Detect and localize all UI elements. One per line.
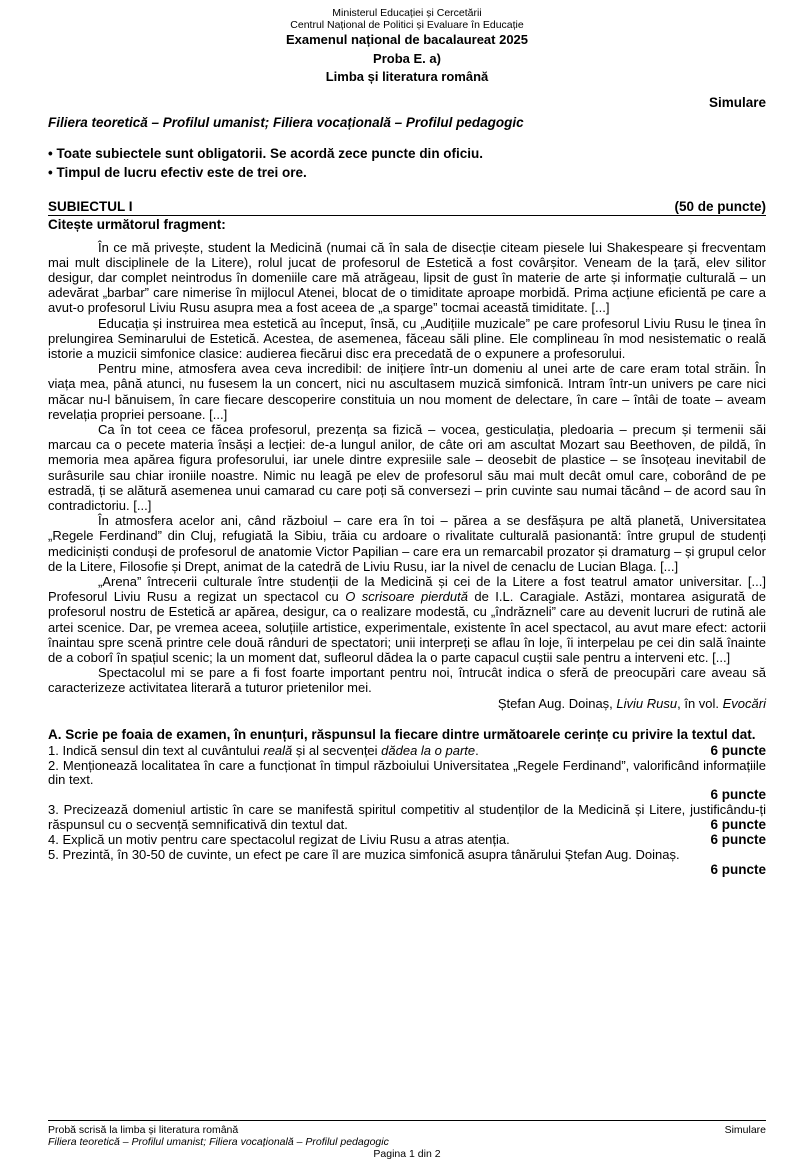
section-title: SUBIECTUL I: [48, 198, 133, 214]
paragraph: În ce mă privește, student la Medicină (numai că în sala de disecție citeam piesele lui Shakespeare și frecventam mai mult disciplinele de la Litere), rolul jucat de profesorul de Estetică a fost covârșitor. Veneam de la țară, elev silitor desigur, dar complet neintrodus în domeniile care mă atrăgeau, lipsit de gust în materie de arte și informație culturală – un adevărat „barbar” care nimerise în mijlocul Atenei, blocat de o timiditate aproape morbidă. Prima acțiune eficientă pe care a avut-o profesorul Liviu Rusu asupra mea a fost aceea de „a sparge” tocmai această timiditate. [...]: [48, 239, 766, 316]
footer-right: Simulare: [724, 1124, 766, 1136]
requirement-item: 1. Indică sensul din text al cuvântului reală și al secvenței dădea la o parte. 6 puncte: [48, 742, 766, 758]
page-footer: [48, 1120, 766, 1160]
paragraph: [48, 574, 766, 665]
footer-left: Probă scrisă la limba și literatura română: [48, 1124, 239, 1136]
part-a-instruction: A. Scrie pe foaia de examen, în enunțuri, răspunsul la fiecare dintre următoarele cerințe cu privire la textul dat.: [48, 726, 756, 742]
paragraph-text: „Arena” întrecerii culturale între studenții de la Medicină și cei de la Litere a fost teatrul amator universitar. [...] Profesorul Liviu Rusu a regizat un spectacol cu: [48, 573, 766, 605]
rule-item: • Toate subiectele sunt obligatorii. Se acordă zece puncte din oficiu.: [48, 145, 484, 161]
item-points: 6 puncte: [704, 833, 766, 848]
requirements-list: [48, 744, 766, 878]
item-points: 6 puncte: [704, 818, 766, 833]
source-citation: Ștefan Aug. Doinaș, Liviu Rusu, în vol. Evocări: [497, 695, 766, 711]
text-fragment: [48, 240, 766, 712]
exam-title: Examenul național de bacalaureat 2025: [285, 32, 529, 47]
paragraph: Ca în tot ceea ce făcea profesorul, prezența sa fizică – vocea, gesticulația, pledoaria – precum și termenii săi marcau ca o pecete materia însăși a lecției: de-a lungul anilor, de câte ori am ascultat Mozart sau Beethoven, de pildă, în memoria mea apărea figura profesorului, iar unele dintre expresiile sale – deosebit de plastice – se însoțeau inevitabil de surâsurile sau chiar ironiile noastre. Nimic nu leagă pe elev de profesorul său mai mult decât omul care, coborând de pe estradă, ți se alătură asemenea unui camarad cu care poți să conversezi – prin cuvinte sau numai tăcând – de acord sau în contradictoriu. [...]: [48, 421, 766, 513]
subject-title: Limba și literatura română: [325, 69, 489, 84]
rule-item: • Timpul de lucru efectiv este de trei ore.: [48, 164, 307, 180]
paragraph-text: de I.L. Caragiale. Astăzi, montarea asigurată de profesorul nostru de Estetică ar apărea, desigur, ca o realizare modestă, cu „îndrăzneli” care au devenit lucruri de rutină ale artei scenice. Dar, pe vremea aceea, soluțiile artistice, experimentale, existente în acel spectacol, au avut mare efect: actorii înaintau spre scenă printre cele două rânduri de spectatori; unii interpreți se aflau în loje, îi interpelau pe cei din sală înainte de a coborî în spațiul scenic; la un moment dat, sufleorul dădea la o parte capacul cuștii sale pentru a interveni etc. [...]: [48, 589, 766, 665]
paragraph: În atmosfera acelor ani, când războiul – care era în toi – părea a se desfășura pe altă planetă, Universitatea „Regele Ferdinand” din Cluj, refugiată la Sibiu, trăia cu ardoare o rivalitate culturală pasionantă: între grupul de studenți mediciniști conduși de profesorul de anatomie Victor Papilian – care era un remarcabil prozator și dramaturg – și grupul celor de la Litere, Filosofie și Drept, animat de la catedră de Liviu Rusu, iar la nivel de cenaclu de Lucian Blaga. [...]: [48, 513, 766, 574]
requirement-item: 2. Menționează localitatea în care a funcționat în timpul războiului Universitatea „Regele Ferdinand”, valorificând informațiile din text. 6 puncte: [48, 757, 766, 803]
general-rules: [48, 144, 766, 182]
paragraph: Educația și instruirea mea estetică au început, însă, cu „Audițiile muzicale” pe care profesorul Liviu Rusu le ținea în prelungirea Seminarului de Estetică. Acestea, de asemenea, făceau săli pline. Ele complineau în mod nesistematic o reală istorie a muzicii simfonice clasice: audierea fiecărui disc era precedată de o expunere a profesorului.: [48, 315, 766, 361]
simulare-label: Simulare: [708, 94, 766, 110]
play-title: O scrisoare pierdută: [345, 589, 468, 605]
filiera-line: Filiera teoretică – Profilul umanist; Filiera vocațională – Profilul pedagogic: [48, 114, 524, 130]
proba-title: Proba E. a): [373, 50, 441, 66]
center-name: Centrul Național de Politici și Evaluare în Educație: [290, 19, 524, 31]
requirement-item: 5. Prezintă, în 30-50 de cuvinte, un efect pe care îl are muzica simfonică asupra tânărului Ștefan Aug. Doinaș. 6 puncte: [48, 846, 766, 877]
item-points: 6 puncte: [48, 863, 766, 878]
requirement-item: 4. Explică un motiv pentru care spectacolul regizat de Liviu Rusu a atras atenția. 6 puncte: [48, 832, 766, 848]
paragraph: Spectacolul mi se pare a fi fost foarte important pentru noi, întrucât indica o sferă de preocupări care aveau să caracterizeze activitatea literară a tuturor prietenilor mei.: [48, 665, 766, 696]
exam-page: [48, 0, 766, 1169]
paragraph: Pentru mine, atmosfera avea ceva incredibil: de inițiere într-un domeniu al unei arte de care eram total străin. În viața mea, până atunci, nu fusesem la un concert, nici nu ascultasem muzică simfonică. Intram într-un univers pe care nici măcar nu-l bănuisem, în care fiecare descoperire constituia un nou moment de delectare, în care – întâi de toate – aveam revelația propriei persoane. [...]: [48, 361, 766, 422]
page-number: Pagina 1 din 2: [373, 1148, 441, 1160]
section-header: [48, 198, 766, 216]
section-points: (50 de puncte): [674, 198, 766, 214]
item-points: 6 puncte: [48, 788, 766, 803]
requirement-item: 3. Precizează domeniul artistic în care se manifestă spiritul competitiv al studenților de la Medicină și Litere, justificându-ți răspunsul cu o secvență semnificativă din textul dat. 6 puncte: [48, 802, 766, 833]
document-header: [48, 0, 766, 87]
item-points: 6 puncte: [704, 744, 766, 759]
footer-filiera: Filiera teoretică – Profilul umanist; Filiera vocațională – Profilul pedagogic: [48, 1136, 389, 1148]
ministry-name: Ministerul Educației și Cercetării: [332, 7, 482, 19]
reading-instruction: Citește următorul fragment:: [48, 216, 226, 232]
